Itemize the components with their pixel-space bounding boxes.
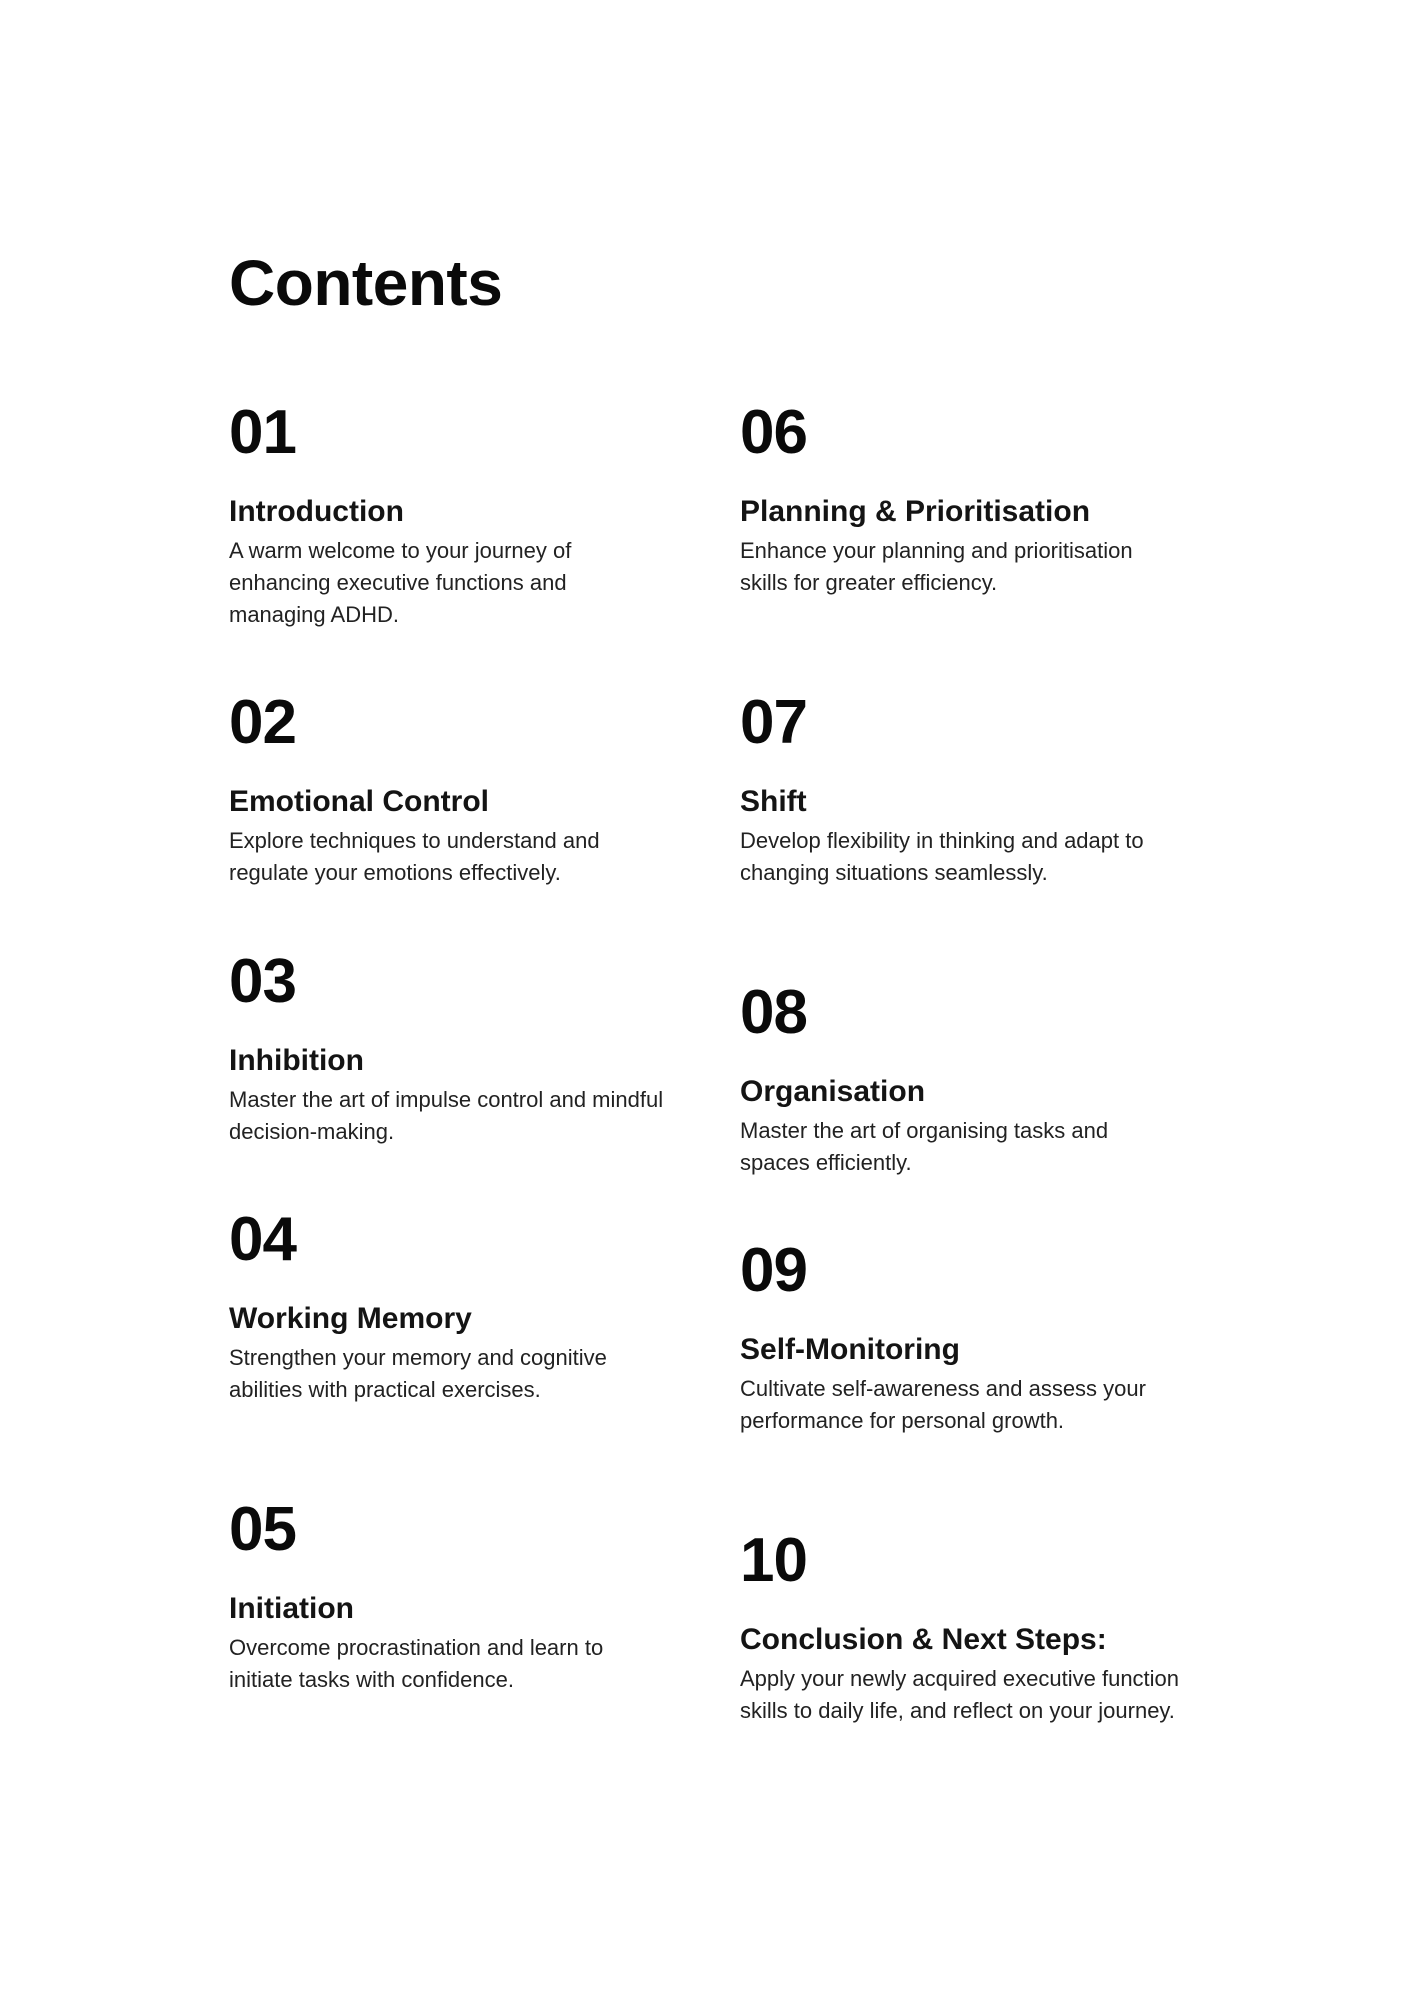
entry-description: Master the art of organising tasks and spaces efficiently. bbox=[740, 1118, 1109, 1175]
entry-description: Explore techniques to understand and regulate your emotions effectively. bbox=[229, 828, 600, 885]
entry-heading: Introduction bbox=[229, 495, 404, 528]
entry-heading: Emotional Control bbox=[229, 785, 489, 818]
entry-number: 05 bbox=[229, 1495, 296, 1564]
entry-description: A warm welcome to your journey of enhancing executive functions and managing ADHD. bbox=[229, 538, 572, 627]
toc-entry-03 bbox=[229, 947, 669, 1148]
entry-description: Overcome procrastination and learn to initiate tasks with confidence. bbox=[229, 1635, 604, 1692]
entry-heading: Shift bbox=[740, 785, 807, 818]
entry-number: 02 bbox=[229, 688, 296, 757]
entry-number: 09 bbox=[740, 1236, 807, 1305]
toc-entry-01 bbox=[229, 398, 669, 631]
entry-number: 04 bbox=[229, 1205, 296, 1274]
toc-entry-04 bbox=[229, 1205, 669, 1406]
toc-entry-07 bbox=[740, 688, 1180, 889]
entry-heading: Planning & Prioritisation bbox=[740, 495, 1091, 528]
entry-number: 06 bbox=[740, 398, 807, 467]
entry-heading: Organisation bbox=[740, 1075, 926, 1108]
toc-entry-10 bbox=[740, 1526, 1180, 1727]
entry-description: Apply your newly acquired executive function skills to daily life, and reflect on your journey. bbox=[740, 1666, 1180, 1723]
toc-entry-08 bbox=[740, 978, 1180, 1179]
entry-number: 07 bbox=[740, 688, 807, 757]
toc-entry-06 bbox=[740, 398, 1180, 599]
toc-entry-09 bbox=[740, 1236, 1180, 1437]
entry-description: Develop flexibility in thinking and adapt to changing situations seamlessly. bbox=[740, 828, 1144, 885]
entry-heading: Inhibition bbox=[229, 1044, 364, 1077]
entry-description: Enhance your planning and prioritisation skills for greater efficiency. bbox=[740, 538, 1133, 595]
entry-heading: Working Memory bbox=[229, 1302, 472, 1335]
entry-description: Strengthen your memory and cognitive abilities with practical exercises. bbox=[229, 1345, 607, 1402]
toc-entry-05 bbox=[229, 1495, 669, 1696]
entry-description: Master the art of impulse control and mindful decision-making. bbox=[229, 1087, 664, 1144]
entry-number: 08 bbox=[740, 978, 807, 1047]
toc-entry-02 bbox=[229, 688, 669, 889]
entry-number: 10 bbox=[740, 1526, 807, 1595]
entry-heading: Self-Monitoring bbox=[740, 1333, 960, 1366]
entry-heading: Conclusion & Next Steps: bbox=[740, 1623, 1107, 1656]
page-title: Contents bbox=[229, 247, 503, 319]
entry-heading: Initiation bbox=[229, 1592, 354, 1625]
entry-description: Cultivate self-awareness and assess your performance for personal growth. bbox=[740, 1376, 1146, 1433]
entry-number: 01 bbox=[229, 398, 296, 467]
entry-number: 03 bbox=[229, 947, 296, 1016]
